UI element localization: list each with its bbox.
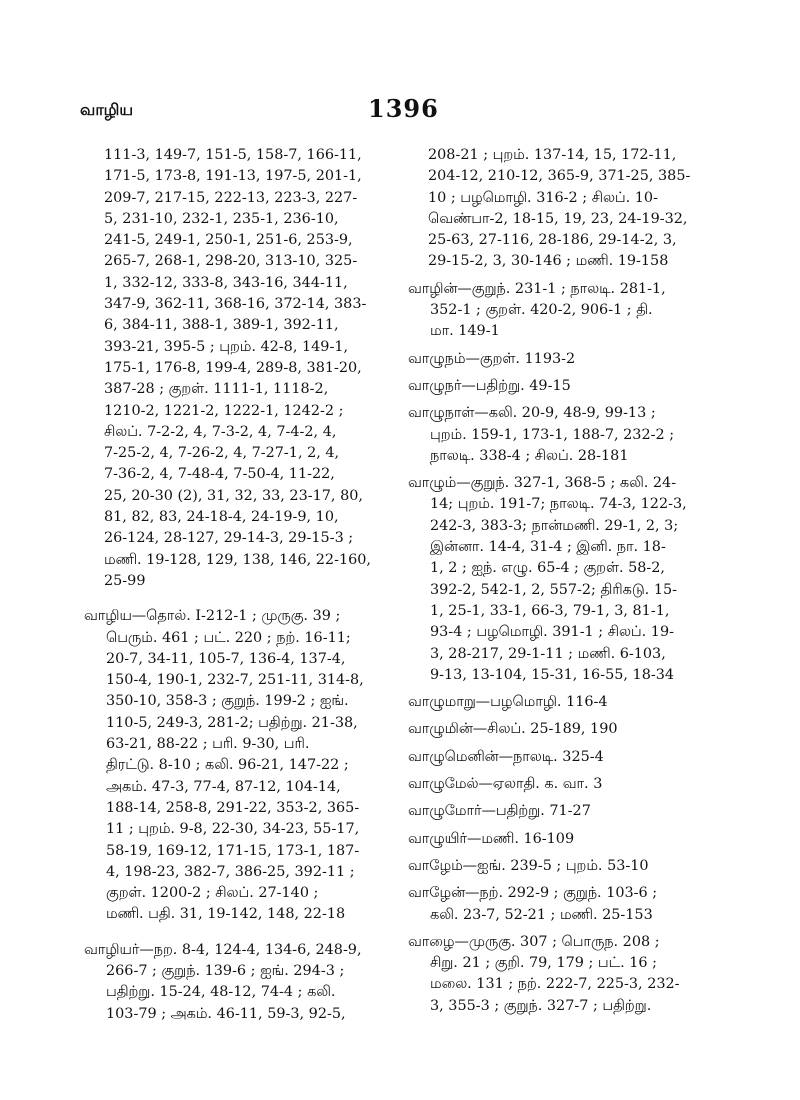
entry-line: 14; புறம். 191-7; நாலடி. 74-3, 122-3,: [430, 496, 687, 513]
entry-line: 10 ; பழமொழி. 316-2 ; சிலப். 10-: [428, 189, 658, 206]
entry-line: கலி. 23-7, 52-21 ; மணி. 25-153: [430, 906, 653, 923]
entry-line: மா. 149-1: [430, 323, 500, 340]
index-entry: [408, 719, 708, 740]
entry-line: வாழுநாள்—கலி. 20-9, 48-9, 99-13 ;: [408, 405, 656, 422]
entry-line: 6, 384-11, 388-1, 389-1, 392-11,: [104, 317, 339, 334]
right-column: [408, 145, 708, 1023]
entry-line: வாழுநம்—குறள். 1193-2: [408, 350, 576, 367]
index-entry: [84, 145, 384, 592]
entry-line: 11 ; புறம். 9-8, 22-30, 34-23, 55-17,: [106, 821, 360, 838]
entry-line: 350-10, 358-3 ; குறுந். 199-2 ; ஐங்.: [106, 693, 349, 710]
entry-line: அகம். 47-3, 77-4, 87-12, 104-14,: [106, 778, 341, 795]
entry-line: 241-5, 249-1, 250-1, 251-6, 253-9,: [104, 232, 353, 249]
index-entry: [408, 774, 708, 795]
entry-line: 9-13, 13-104, 15-31, 16-55, 18-34: [430, 666, 675, 683]
entry-line: நாலடி. 338-4 ; சிலப். 28-181: [430, 447, 629, 464]
index-entry: [408, 376, 708, 397]
entry-line: வாழுமாறு—பழமொழி. 116-4: [408, 694, 608, 711]
entry-line: 347-9, 362-11, 368-16, 372-14, 383-: [104, 296, 367, 313]
index-entry: [408, 829, 708, 850]
entry-line: வாழுநர்—பதிற்று. 49-15: [408, 377, 571, 394]
entry-line: இன்னா. 14-4, 31-4 ; இனி. நா. 18-: [430, 539, 666, 556]
entry-line: 1210-2, 1221-2, 1222-1, 1242-2 ;: [104, 402, 344, 419]
entry-line: 150-4, 190-1, 232-7, 251-11, 314-8,: [106, 672, 364, 689]
index-entry: [408, 145, 708, 273]
entry-line: சிறு. 21 ; குறி. 79, 179 ; பட். 16 ;: [430, 955, 657, 972]
entry-line: 352-1 ; குறள். 420-2, 906-1 ; தி.: [430, 302, 653, 319]
index-entry: [408, 883, 708, 926]
index-entry: [84, 606, 384, 925]
entry-line: 5, 231-10, 232-1, 235-1, 236-10,: [104, 210, 339, 227]
entry-line: 175-1, 176-8, 199-4, 289-8, 381-20,: [104, 359, 362, 376]
entry-line: 7-36-2, 4, 7-48-4, 7-50-4, 11-22,: [104, 466, 335, 483]
entry-line: 1, 2 ; ஐந். எழு. 65-4 ; குறள். 58-2,: [430, 560, 666, 577]
entry-line: குறள். 1200-2 ; சிலப். 27-140 ;: [106, 885, 319, 902]
entry-line: வாழுயிர்—மணி. 16-109: [408, 830, 575, 847]
index-entry: [84, 940, 384, 1025]
entry-line: 208-21 ; புறம். 137-14, 15, 172-11,: [428, 147, 677, 163]
entry-line: 111-3, 149-7, 151-5, 158-7, 166-11,: [104, 147, 362, 163]
entry-line: வாழை—முருகு. 307 ; பொருந. 208 ;: [408, 933, 660, 950]
entry-line: வாழுமோர்—பதிற்று. 71-27: [408, 803, 591, 820]
entry-line: வாழுமின்—சிலப். 25-189, 190: [408, 721, 618, 738]
entry-line: பெரும். 461 ; பட். 220 ; நற். 16-11;: [106, 629, 351, 646]
entry-line: மணி. 19-128, 129, 138, 146, 22-160,: [104, 551, 371, 568]
entry-line: 393-21, 395-5 ; புறம். 42-8, 149-1,: [104, 338, 349, 355]
entry-line: வாழும்—குறுந். 327-1, 368-5 ; கலி. 24-: [408, 475, 677, 492]
index-entry: [408, 932, 708, 1017]
entry-line: வாழுமெனின்—நாலடி. 325-4: [408, 748, 604, 765]
entry-line: வாழியர்—நற. 8-4, 124-4, 134-6, 248-9,: [84, 941, 362, 958]
entry-line: மலை. 131 ; நற். 222-7, 225-3, 232-: [430, 976, 680, 993]
entry-line: 63-21, 88-22 ; பரி. 9-30, பரி.: [106, 736, 310, 753]
index-entry: [408, 747, 708, 768]
entry-line: 171-5, 173-8, 191-13, 197-5, 201-1,: [104, 168, 362, 185]
entry-line: சிலப். 7-2-2, 4, 7-3-2, 4, 7-4-2, 4,: [104, 423, 337, 440]
entry-line: 58-19, 169-12, 171-15, 173-1, 187-: [106, 842, 360, 859]
index-entry: [408, 349, 708, 370]
entry-line: புறம். 159-1, 173-1, 188-7, 232-2 ;: [430, 426, 675, 443]
index-entry: [408, 473, 708, 686]
entry-line: 387-28 ; குறள். 1111-1, 1118-2,: [104, 381, 329, 398]
entry-line: 265-7, 268-1, 298-20, 313-10, 325-: [104, 253, 358, 270]
index-entry: [408, 856, 708, 877]
entry-line: வாழேன்—நற். 292-9 ; குறுந். 103-6 ;: [408, 885, 658, 902]
entry-line: 25-99: [104, 572, 146, 589]
entry-line: 4, 198-23, 382-7, 386-25, 392-11 ;: [106, 863, 355, 880]
entry-line: 204-12, 210-12, 365-9, 371-25, 385-: [428, 168, 691, 185]
entry-line: 103-79 ; அகம். 46-11, 59-3, 92-5,: [106, 1005, 346, 1022]
index-entry: [408, 279, 708, 343]
entry-line: 81, 82, 83, 24-18-4, 24-19-9, 10,: [104, 509, 339, 526]
entry-line: 3, 355-3 ; குறுந். 327-7 ; பதிற்று.: [430, 997, 652, 1014]
index-entry: [408, 801, 708, 822]
entry-line: 110-5, 249-3, 281-2; பதிற்று. 21-38,: [106, 714, 358, 731]
entry-line: 25, 20-30 (2), 31, 32, 33, 23-17, 80,: [104, 487, 363, 504]
entry-line: 20-7, 34-11, 105-7, 136-4, 137-4,: [106, 650, 346, 667]
entry-line: மணி. பதி. 31, 19-142, 148, 22-18: [106, 906, 346, 923]
entry-line: 188-14, 258-8, 291-22, 353-2, 365-: [106, 799, 360, 816]
entry-line: 242-3, 383-3; நான்மணி. 29-1, 2, 3;: [430, 517, 679, 534]
entry-line: வாழிய—தொல். I-212-1 ; முருகு. 39 ;: [84, 608, 341, 625]
entry-line: 1, 332-12, 333-8, 343-16, 344-11,: [104, 274, 348, 291]
entry-line: 7-25-2, 4, 7-26-2, 4, 7-27-1, 2, 4,: [104, 445, 340, 462]
entry-line: 1, 25-1, 33-1, 66-3, 79-1, 3, 81-1,: [430, 602, 670, 619]
index-entry: [408, 403, 708, 467]
entry-line: 26-124, 28-127, 29-14-3, 29-15-3 ;: [104, 530, 354, 547]
entry-line: 25-63, 27-116, 28-186, 29-14-2, 3,: [428, 232, 677, 249]
entry-line: 29-15-2, 3, 30-146 ; மணி. 19-158: [428, 253, 669, 270]
entry-line: பதிற்று. 15-24, 48-12, 74-4 ; கலி.: [106, 984, 336, 1001]
entry-line: 3, 28-217, 29-1-11 ; மணி. 6-103,: [430, 645, 666, 662]
entry-line: வாழின்—குறுந். 231-1 ; நாலடி. 281-1,: [408, 280, 666, 297]
entry-line: 266-7 ; குறுந். 139-6 ; ஐங். 294-3 ;: [106, 962, 345, 979]
entry-line: 209-7, 217-15, 222-13, 223-3, 227-: [104, 189, 358, 206]
entry-line: வெண்பா-2, 18-15, 19, 23, 24-19-32,: [428, 210, 688, 227]
running-headword: வாழிய: [80, 100, 134, 119]
entry-line: வாழேம்—ஐங். 239-5 ; புறம். 53-10: [408, 857, 649, 874]
left-column: [84, 145, 384, 1031]
page-number: 1396: [368, 94, 439, 123]
entry-line: 392-2, 542-1, 2, 557-2; திரிகடு. 15-: [430, 581, 678, 598]
entry-line: 93-4 ; பழமொழி. 391-1 ; சிலப். 19-: [430, 624, 674, 641]
entry-line: வாழுமேல்—ஏலாதி. க. வா. 3: [408, 776, 603, 793]
entry-line: திரட்டு. 8-10 ; கலி. 96-21, 147-22 ;: [106, 757, 349, 774]
index-entry: [408, 692, 708, 713]
